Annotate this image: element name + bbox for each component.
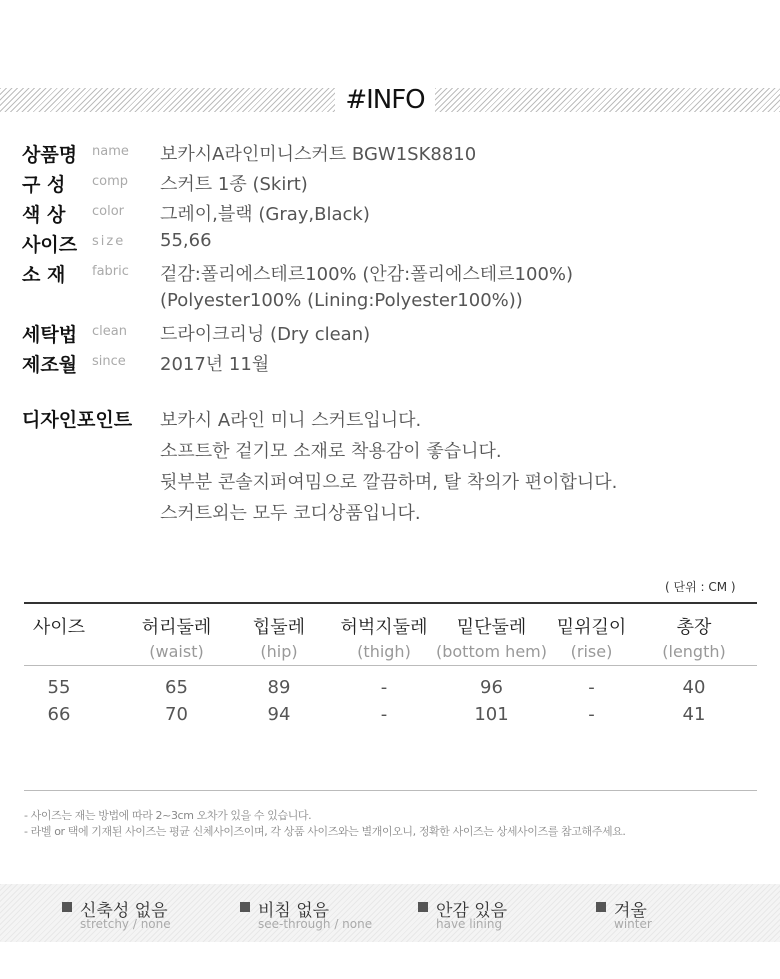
column-header-label: 밑단둘레 bbox=[456, 617, 527, 638]
column-header-hip bbox=[239, 604, 319, 661]
feature-label: 신축성 없음 bbox=[80, 901, 168, 921]
table-cell: 41 bbox=[682, 704, 706, 725]
size-table bbox=[24, 602, 757, 736]
column-header-label: 밑위길이 bbox=[556, 617, 627, 638]
feature-label: 비침 없음 bbox=[258, 901, 330, 921]
feature-sub-label: have lining bbox=[436, 917, 503, 931]
table-cell: - bbox=[380, 677, 388, 698]
spec-sub-label: size bbox=[92, 234, 126, 249]
column-header-label: 허리둘레 bbox=[141, 617, 212, 638]
table-cell: 40 bbox=[682, 677, 706, 698]
table-cell: 94 bbox=[267, 704, 291, 725]
spec-label: 소 재 bbox=[22, 264, 66, 286]
spec-value: 2017년 11월 bbox=[160, 354, 270, 375]
table-cell: 101 bbox=[474, 704, 509, 725]
spec-row-size bbox=[22, 228, 762, 258]
square-bullet-icon bbox=[240, 902, 250, 912]
table-cell: 65 bbox=[165, 677, 188, 698]
spec-row-fabric bbox=[22, 258, 762, 318]
column-header-label: 사이즈 bbox=[32, 617, 86, 638]
design-point-lines bbox=[160, 406, 617, 530]
hatch-pattern-left bbox=[0, 88, 335, 112]
note-line: - 라벨 or 택에 기재된 사이즈는 평균 신체사이즈이며, 각 상품 사이즈와는 별개이오니, 정확한 사이즈는 상세사이즈를 참고해주세요. bbox=[24, 825, 626, 838]
table-cell: - bbox=[588, 677, 595, 698]
design-point-line: 뒷부분 콘솔지퍼여밈으로 깔끔하며, 탈 착의가 편이합니다. bbox=[160, 472, 618, 493]
feature-label: 겨울 bbox=[614, 901, 647, 921]
table-cell: 70 bbox=[165, 704, 188, 725]
spec-label: 상품명 bbox=[22, 144, 78, 166]
spec-row-clean bbox=[22, 318, 762, 348]
spec-sub-label: color bbox=[92, 204, 125, 219]
spec-value: 드라이크리닝 (Dry clean) bbox=[160, 324, 371, 345]
column-header-sub: (hip) bbox=[260, 642, 298, 661]
design-point-line: 보카시 A라인 미니 스커트입니다. bbox=[160, 410, 422, 431]
column-header-thigh bbox=[334, 604, 434, 661]
spec-sub-label: fabric bbox=[92, 264, 129, 279]
unit-note: ( 단위 : CM ) bbox=[665, 580, 736, 594]
feature-sub-label: stretchy / none bbox=[80, 917, 171, 931]
spec-label: 세탁법 bbox=[22, 324, 78, 346]
feature-sub-label: see-through / none bbox=[258, 917, 373, 931]
spec-label: 구 성 bbox=[22, 174, 66, 196]
info-header bbox=[0, 85, 780, 115]
table-cell: 96 bbox=[480, 677, 503, 698]
column-header-sub: (bottom hem) bbox=[435, 642, 547, 661]
spec-value: 그레이,블랙 (Gray,Black) bbox=[160, 204, 370, 225]
table-cell: 89 bbox=[267, 677, 291, 698]
spec-value-line2: (Polyester100% (Lining:Polyester100%)) bbox=[160, 290, 523, 311]
spec-row-since bbox=[22, 348, 762, 378]
column-header-bottom-hem bbox=[429, 604, 554, 661]
spec-list bbox=[22, 138, 762, 378]
column-header-sub: (waist) bbox=[149, 642, 204, 661]
spec-row-comp bbox=[22, 168, 762, 198]
spec-sub-label: name bbox=[92, 144, 129, 159]
table-cell: - bbox=[380, 704, 388, 725]
spec-value: 55,66 bbox=[160, 230, 212, 251]
column-header-size bbox=[24, 604, 94, 639]
square-bullet-icon bbox=[62, 902, 72, 912]
spec-label: 색 상 bbox=[22, 204, 66, 226]
feature-label: 안감 있음 bbox=[436, 901, 508, 921]
design-point-line: 소프트한 겉기모 소재로 착용감이 좋습니다. bbox=[160, 441, 502, 462]
size-table-body bbox=[24, 666, 757, 736]
square-bullet-icon bbox=[596, 902, 606, 912]
column-header-sub: (thigh) bbox=[357, 642, 411, 661]
hatch-pattern-right bbox=[435, 88, 780, 112]
note-line: - 사이즈는 재는 방법에 따라 2~3cm 오차가 있을 수 있습니다. bbox=[24, 809, 312, 822]
feature-sub-label: winter bbox=[614, 917, 652, 931]
column-header-waist bbox=[124, 604, 229, 661]
spec-sub-label: clean bbox=[92, 324, 127, 339]
spec-row-name bbox=[22, 138, 762, 168]
table-cell: - bbox=[588, 704, 595, 725]
spec-label: 사이즈 bbox=[22, 234, 78, 256]
column-header-label: 총장 bbox=[676, 617, 712, 638]
table-cell: 66 bbox=[47, 704, 71, 725]
design-point-label: 디자인포인트 bbox=[22, 409, 133, 431]
spec-sub-label: comp bbox=[92, 174, 129, 189]
size-table-header bbox=[24, 604, 757, 666]
column-header-label: 힙둘레 bbox=[252, 617, 306, 638]
spec-sub-label: since bbox=[92, 354, 126, 369]
column-header-label: 허벅지둘레 bbox=[340, 617, 428, 638]
info-title: #INFO bbox=[345, 85, 425, 115]
column-header-sub: (rise) bbox=[570, 642, 613, 661]
spec-value: 보카시A라인미니스커트 BGW1SK8810 bbox=[160, 144, 477, 165]
column-header-sub: (length) bbox=[662, 642, 726, 661]
column-header-rise bbox=[549, 604, 634, 661]
spec-value: 겉감:폴리에스테르100% (안감:폴리에스테르100%) bbox=[160, 264, 574, 285]
column-header-length bbox=[654, 604, 734, 661]
spec-value: 스커트 1종 (Skirt) bbox=[160, 174, 308, 195]
table-cell: 55 bbox=[47, 677, 71, 698]
size-notes bbox=[24, 790, 757, 839]
feature-bar bbox=[0, 884, 780, 942]
spec-label: 제조월 bbox=[22, 354, 78, 376]
design-point-line: 스커트외는 모두 코디상품입니다. bbox=[160, 503, 421, 524]
spec-row-color bbox=[22, 198, 762, 228]
square-bullet-icon bbox=[418, 902, 428, 912]
